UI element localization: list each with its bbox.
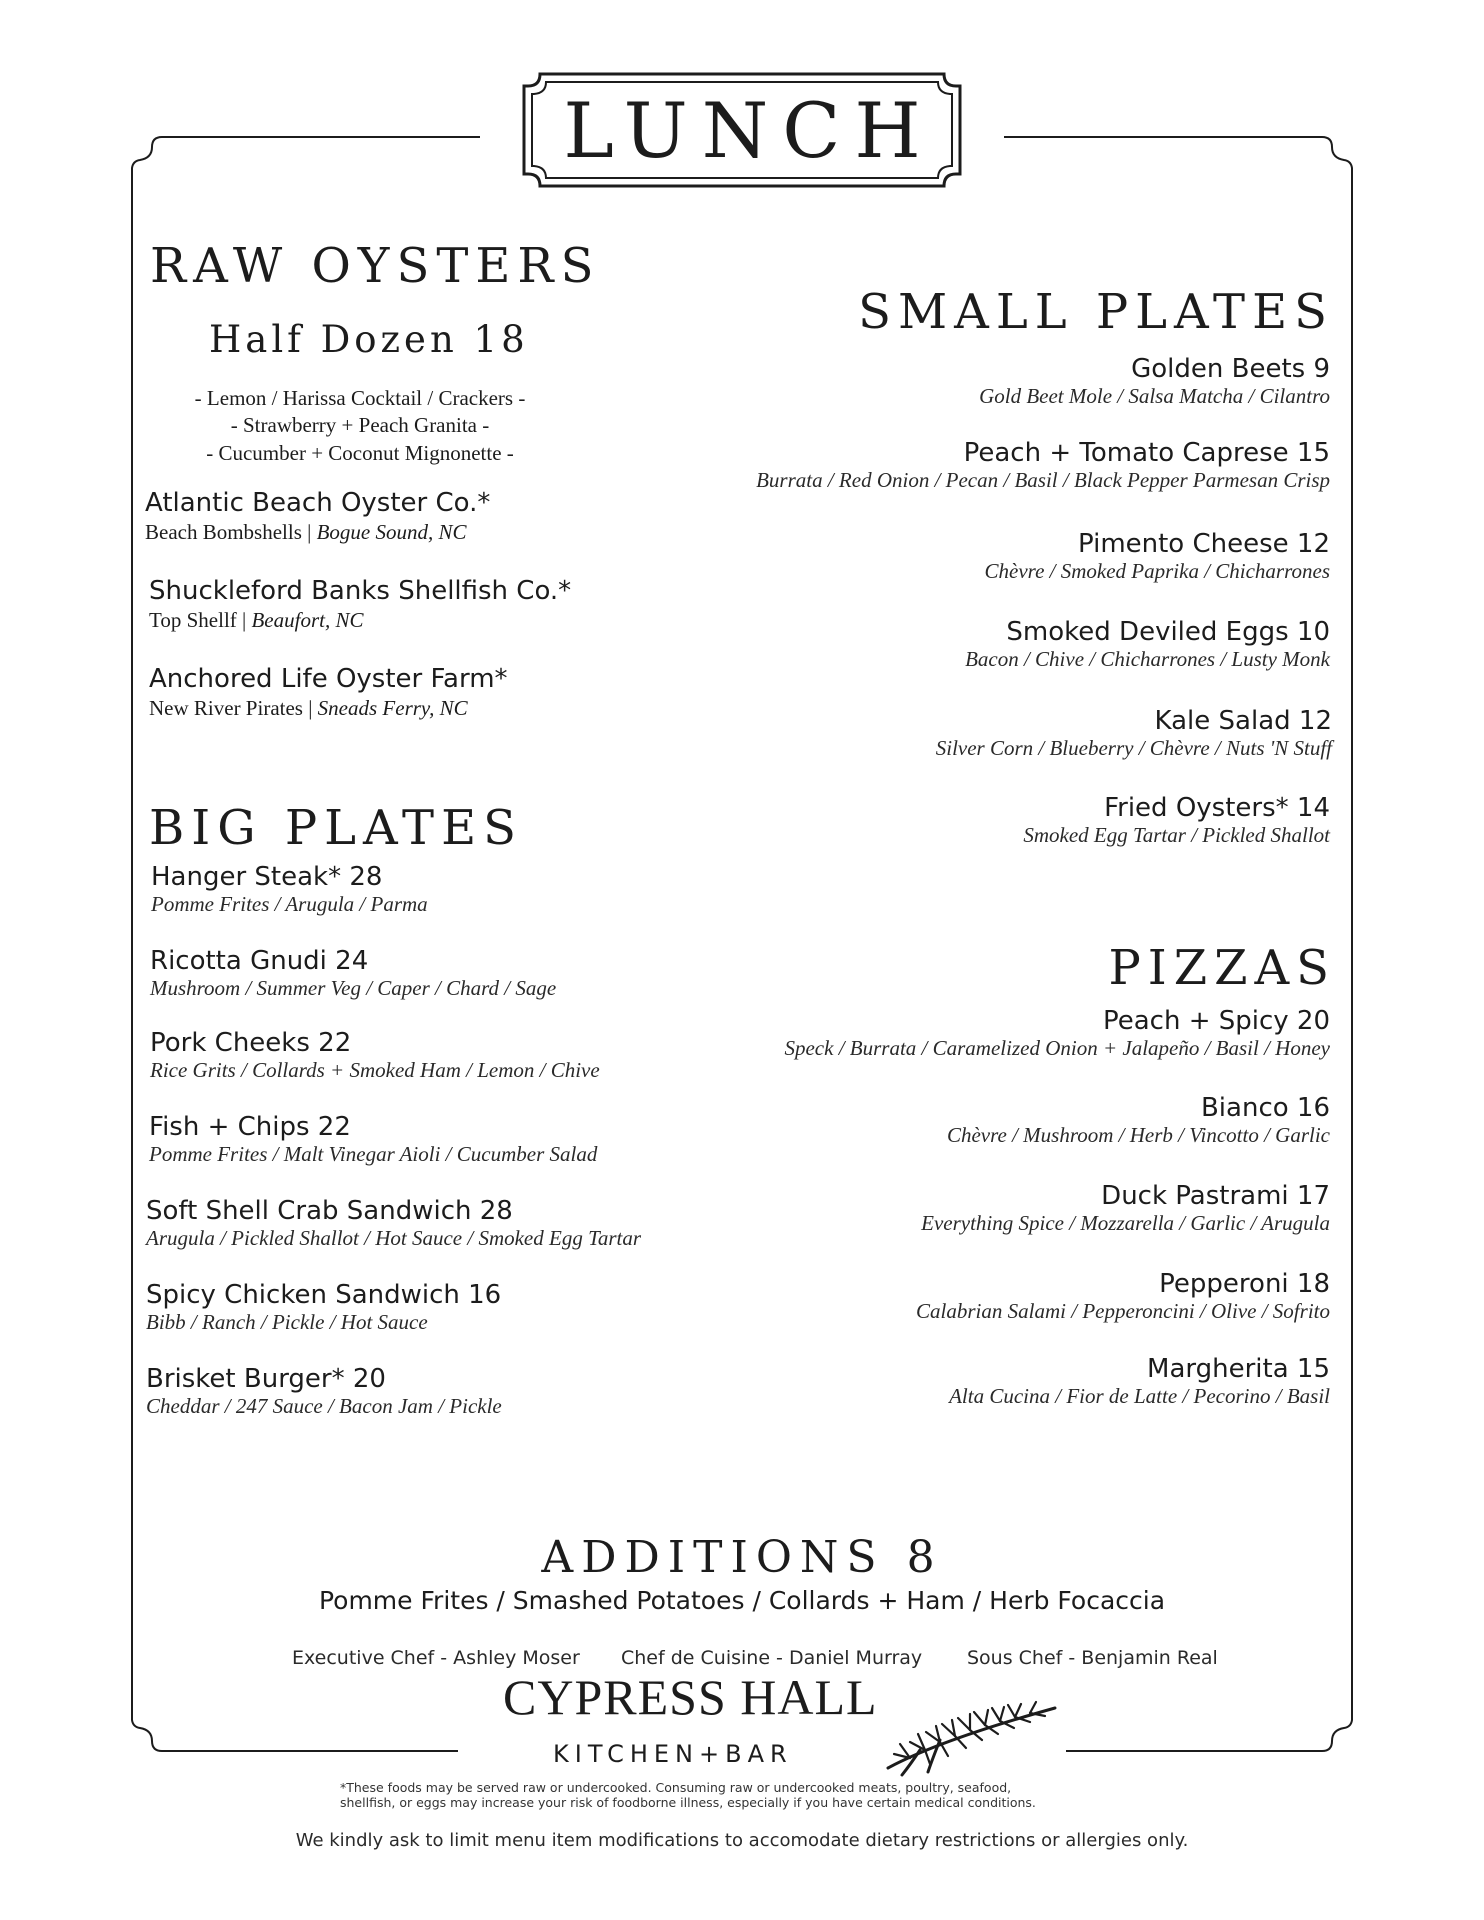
menu-item [916,1269,1330,1324]
big-plates-heading: BIG PLATES [149,800,523,856]
menu-item [936,706,1332,761]
oyster-farm [149,664,508,721]
menu-item-description: Pomme Frites / Malt Vinegar Aioli / Cucumber Salad [149,1142,598,1166]
menu-item [1023,793,1330,848]
menu-item-name: Margherita 15 [1147,1354,1330,1384]
menu-item-name: Pimento Cheese 12 [1077,529,1330,559]
menu-item [146,1196,641,1251]
menu-item-description: Pomme Frites / Arugula / Parma [151,892,428,916]
oyster-farm-detail [145,520,490,545]
sous-chef: Sous Chef - Benjamin Real [967,1647,1218,1669]
menu-item-description: Gold Beet Mole / Salsa Matcha / Cilantro [979,384,1330,408]
oyster-farm [149,576,571,633]
menu-item-name: Fried Oysters* 14 [1104,793,1330,823]
chef-de-cuisine: Chef de Cuisine - Daniel Murray [621,1647,923,1669]
menu-item [985,529,1330,584]
executive-chef: Executive Chef - Ashley Moser [292,1647,580,1669]
pizzas-heading: PIZZAS [1108,940,1336,996]
menu-item [921,1181,1330,1236]
menu-item-name: Fish + Chips 22 [149,1112,351,1142]
cypress-branch-icon [880,1680,1060,1780]
menu-item-description: Burrata / Red Onion / Pecan / Basil / Black Pepper Parmesan Crisp [756,468,1330,492]
oyster-location: Beaufort, NC [251,608,364,632]
menu-item-name: Peach + Spicy 20 [1102,1006,1330,1036]
menu-item [947,1093,1330,1148]
menu-item [149,1112,597,1167]
menu-item-name: Soft Shell Crab Sandwich 28 [146,1196,513,1226]
menu-item-name: Ricotta Gnudi 24 [150,946,369,976]
menu-item [150,1028,600,1083]
additions-heading: ADDITIONS 8 [541,1532,943,1583]
menu-item-description: Everything Spice / Mozzarella / Garlic / Arugula [921,1211,1330,1235]
modifications-note: We kindly ask to limit menu item modifications to accomodate dietary restrictions or allergies only. [295,1830,1189,1851]
menu-item [965,617,1330,672]
oyster-variety: Top Shellf | [149,608,247,632]
menu-item-description: Chèvre / Mushroom / Herb / Vincotto / Garlic [946,1123,1330,1147]
oyster-sauce-line: - Cucumber + Coconut Mignonette - [206,441,514,465]
menu-item [979,354,1330,409]
menu-item-name: Duck Pastrami 17 [1101,1181,1330,1211]
raw-oysters-heading: RAW OYSTERS [150,238,601,294]
restaurant-logo-subtitle: KITCHEN+BAR [553,1740,793,1768]
menu-title-box [518,72,966,188]
menu-item [151,862,428,917]
menu-item-description: Arugula / Pickled Shallot / Hot Sauce / Smoked Egg Tartar [146,1226,642,1250]
menu-item [150,946,556,1001]
oyster-location: Sneads Ferry, NC [317,696,468,720]
menu-title: LUNCH [563,85,935,175]
menu-item-description: Bibb / Ranch / Pickle / Hot Sauce [146,1310,428,1334]
menu-item-name: Smoked Deviled Eggs 10 [1006,617,1330,647]
oyster-variety: Beach Bombshells | [145,520,312,544]
menu-item-name: Kale Salad 12 [1154,706,1332,736]
disclaimer-line: shellfish, or eggs may increase your risk of foodborne illness, especially if you have certain medical conditions. [340,1795,1036,1810]
menu-item-description: Rice Grits / Collards + Smoked Ham / Lemon / Chive [150,1058,600,1082]
menu-item-description: Bacon / Chive / Chicharrones / Lusty Monk [965,647,1330,671]
menu-item [756,438,1330,493]
small-plates-heading: SMALL PLATES [858,284,1334,340]
oyster-farm-detail [149,608,571,633]
disclaimer-line: *These foods may be served raw or undercooked. Consuming raw or undercooked meats, poultry, seafood, [340,1780,1012,1795]
oyster-sauce-line: - Strawberry + Peach Granita - [230,413,490,437]
oyster-farm-name: Atlantic Beach Oyster Co.* [145,488,491,518]
menu-item [146,1280,501,1335]
menu-item-description: Alta Cucina / Fior de Latte / Pecorino / Basil [949,1384,1330,1408]
menu-item-name: Spicy Chicken Sandwich 16 [146,1280,502,1310]
menu-item-description: Silver Corn / Blueberry / Chèvre / Nuts 'N Stuff [935,736,1332,760]
additions-items: Pomme Frites / Smashed Potatoes / Collards + Ham / Herb Focaccia [318,1586,1166,1615]
menu-item-description: Cheddar / 247 Sauce / Bacon Jam / Pickle [146,1394,502,1418]
menu-item-name: Golden Beets 9 [1131,354,1330,384]
menu-item-name: Bianco 16 [1200,1093,1330,1123]
menu-item [146,1364,502,1419]
restaurant-logo-name: CYPRESS HALL [503,1669,878,1725]
menu-item-name: Hanger Steak* 28 [151,862,383,892]
oyster-farm-name: Anchored Life Oyster Farm* [149,664,508,694]
menu-item [784,1006,1330,1061]
oyster-sauce-line: - Lemon / Harissa Cocktail / Crackers - [194,386,526,410]
oyster-variety: New River Pirates | [149,696,313,720]
menu-item [949,1354,1330,1409]
menu-item-description: Mushroom / Summer Veg / Caper / Chard / Sage [150,976,557,1000]
oyster-farm [145,488,490,545]
half-dozen-price: Half Dozen 18 [209,318,529,361]
menu-item-name: Brisket Burger* 20 [146,1364,386,1394]
menu-item-description: Smoked Egg Tartar / Pickled Shallot [1023,823,1330,847]
oyster-farm-name: Shuckleford Banks Shellfish Co.* [149,576,572,606]
menu-item-name: Peach + Tomato Caprese 15 [963,438,1330,468]
oyster-farm-detail [149,696,508,721]
menu-item-name: Pepperoni 18 [1159,1269,1330,1299]
menu-item-description: Chèvre / Smoked Paprika / Chicharrones [984,559,1330,583]
menu-item-description: Speck / Burrata / Caramelized Onion + Jalapeño / Basil / Honey [784,1036,1330,1060]
menu-item-name: Pork Cheeks 22 [150,1028,352,1058]
oyster-location: Bogue Sound, NC [316,520,467,544]
menu-item-description: Calabrian Salami / Pepperoncini / Olive / Sofrito [916,1299,1330,1323]
food-safety-disclaimer [340,1780,1036,1810]
